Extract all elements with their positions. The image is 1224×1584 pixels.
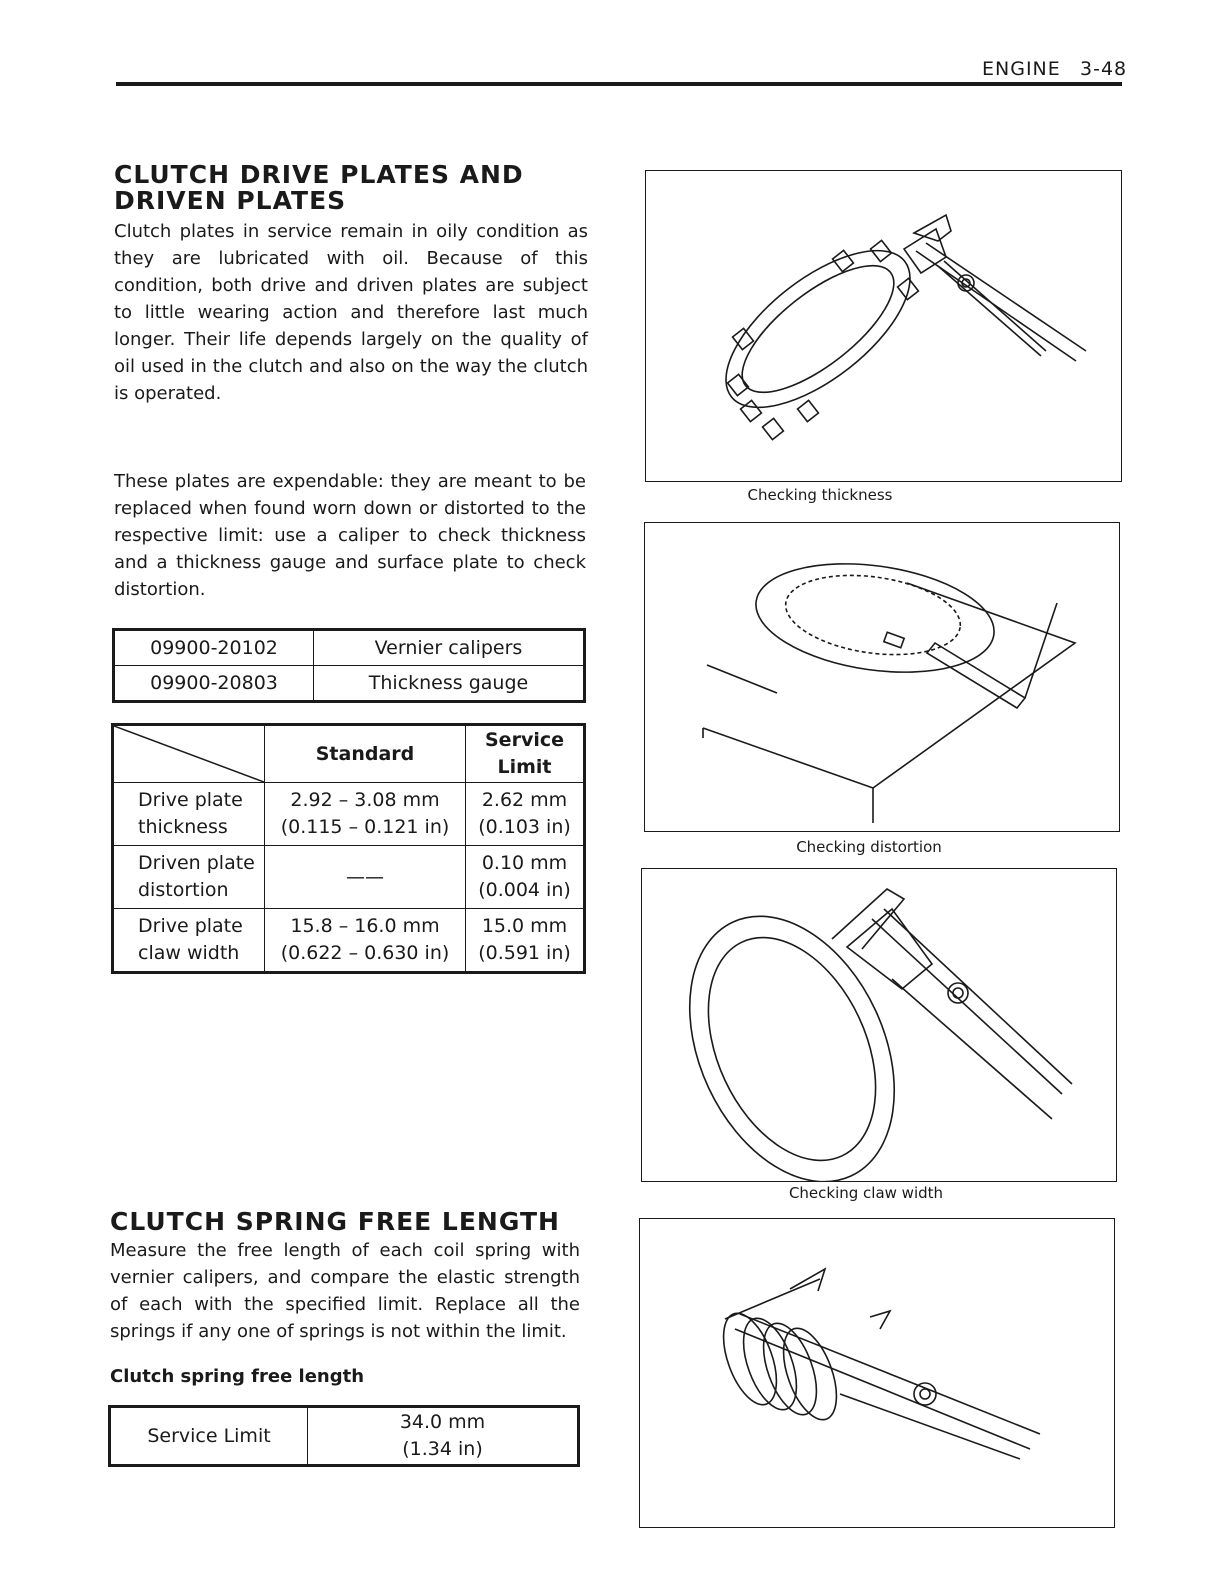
spring-limit-table xyxy=(108,1405,580,1467)
limit-cell xyxy=(466,783,585,846)
item-line2: thickness xyxy=(138,816,228,838)
spring-section-title: CLUTCH SPRING FREE LENGTH xyxy=(110,1207,560,1236)
standard-line2: (0.115 – 0.121 in) xyxy=(280,816,450,838)
limit-line2: (0.004 in) xyxy=(478,879,571,901)
item-cell xyxy=(113,783,265,846)
header-section: ENGINE xyxy=(982,58,1061,80)
spring-label: Clutch spring free length xyxy=(110,1366,365,1387)
spring-paragraph: Measure the free length of each coil spring with vernier calipers, and compare the elastic strength of each with the specified limit. Replace all the springs if any one of springs is not within the limit. xyxy=(110,1240,580,1342)
header-service-limit xyxy=(466,725,585,783)
table-row xyxy=(113,846,585,909)
figure-checking-distortion xyxy=(644,522,1120,832)
header-limit-line2: Limit xyxy=(497,756,552,778)
standard-dash: —— xyxy=(346,865,384,888)
limit-cell xyxy=(466,909,585,973)
limit-value-line2: (1.34 in) xyxy=(402,1438,483,1460)
diagonal-line xyxy=(114,726,264,782)
surface-plate-illustration xyxy=(645,523,1119,831)
table-row xyxy=(114,630,585,666)
item-line1: Drive plate xyxy=(138,789,243,811)
intro-paragraph: Clutch plates in service remain in oily condition as they are lubricated with oil. Because of this condition, both drive and driven plates are subject to little wearing action and therefore last much longer. Their life depends largely on the quality of oil used in the clutch and also on the way the clutch is operated. xyxy=(114,221,588,404)
standard-line2: (0.622 – 0.630 in) xyxy=(280,942,450,964)
tool-name: Thickness gauge xyxy=(314,666,585,702)
table-row xyxy=(110,1407,579,1466)
tool-part-number: 09900-20803 xyxy=(114,666,314,702)
figure-checking-thickness xyxy=(645,170,1122,482)
limit-line1: 0.10 mm xyxy=(481,852,568,874)
header-rule xyxy=(116,82,1122,86)
item-line1: Drive plate xyxy=(138,915,243,937)
tools-table xyxy=(112,628,586,703)
standard-cell xyxy=(265,909,466,973)
standard-line1: 15.8 – 16.0 mm xyxy=(290,915,440,937)
spring-caliper-illustration xyxy=(640,1219,1114,1527)
table-row xyxy=(114,666,585,702)
expendable-paragraph: These plates are expendable: they are meant to be replaced when found worn down or distorted to the respective limit: use a caliper to check thickness and a thickness gauge and surface plate to check distortion. xyxy=(114,471,586,600)
spec-table xyxy=(111,723,586,974)
caliper-plate-illustration xyxy=(646,171,1121,481)
table-row xyxy=(113,783,585,846)
table-row xyxy=(113,909,585,973)
tool-name: Vernier calipers xyxy=(314,630,585,666)
limit-line2: (0.591 in) xyxy=(478,942,571,964)
limit-line1: 15.0 mm xyxy=(481,915,568,937)
section-title-line1: CLUTCH DRIVE PLATES AND xyxy=(114,160,524,189)
caption-checking-distortion: Checking distortion xyxy=(796,838,942,856)
limit-cell xyxy=(466,846,585,909)
standard-cell xyxy=(265,783,466,846)
caption-checking-thickness: Checking thickness xyxy=(747,486,893,504)
caption-checking-claw-width: Checking claw width xyxy=(788,1184,944,1202)
item-line1: Driven plate xyxy=(138,852,255,874)
tool-part-number: 09900-20102 xyxy=(114,630,314,666)
limit-value-cell xyxy=(308,1407,579,1466)
item-line2: claw width xyxy=(138,942,240,964)
item-cell xyxy=(113,909,265,973)
standard-cell xyxy=(265,846,466,909)
header-standard: Standard xyxy=(265,725,466,783)
diagonal-header-cell xyxy=(113,725,265,783)
section-title-line2: DRIVEN PLATES xyxy=(114,186,347,215)
figure-spring-free-length xyxy=(639,1218,1115,1528)
page-number: 3-48 xyxy=(1080,58,1128,80)
header-limit-line1: Service xyxy=(485,729,564,751)
item-cell xyxy=(113,846,265,909)
limit-value-line1: 34.0 mm xyxy=(399,1411,486,1433)
standard-line1: 2.92 – 3.08 mm xyxy=(290,789,440,811)
table-header-row xyxy=(113,725,585,783)
limit-line2: (0.103 in) xyxy=(478,816,571,838)
limit-line1: 2.62 mm xyxy=(481,789,568,811)
figure-checking-claw-width xyxy=(641,868,1117,1182)
item-line2: distortion xyxy=(138,879,229,901)
claw-caliper-illustration xyxy=(642,869,1116,1181)
limit-label-cell: Service Limit xyxy=(110,1407,308,1466)
